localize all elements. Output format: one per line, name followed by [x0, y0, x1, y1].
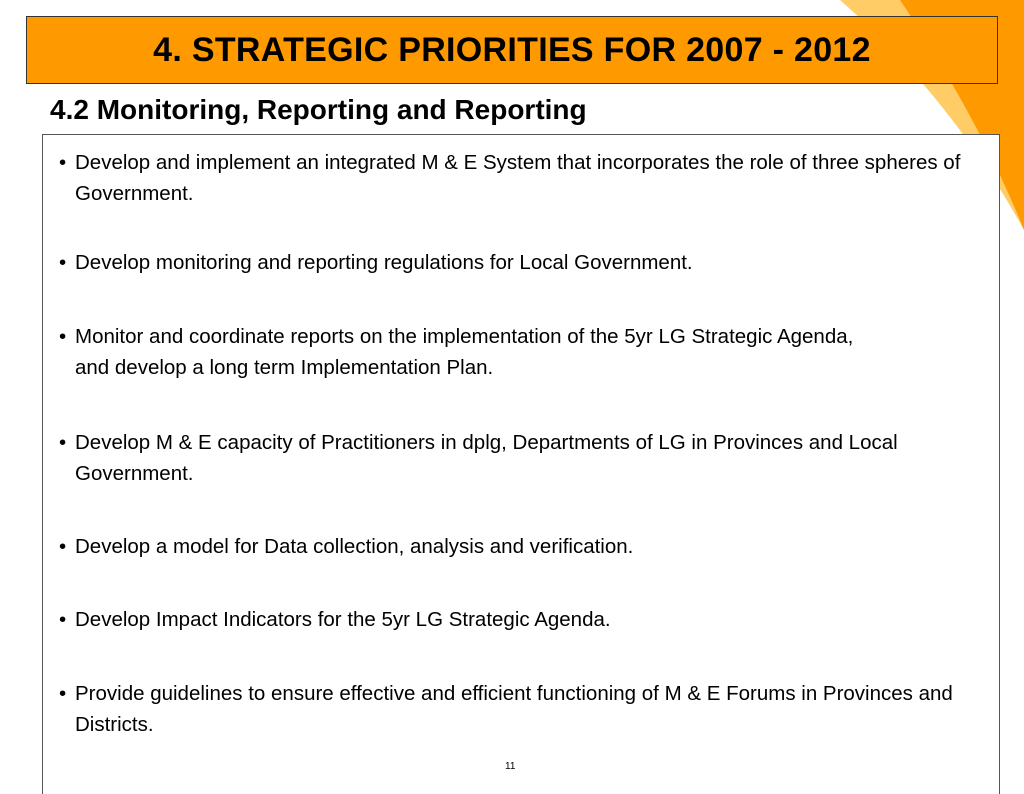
section-subtitle: 4.2 Monitoring, Reporting and Reporting [50, 94, 587, 125]
bullet-text: Monitor and coordinate reports on the implementation of the 5yr LG Strategic Agenda, and develop a long term Implementation Plan. [75, 325, 854, 379]
bullet-item [59, 678, 989, 740]
bullet-item [59, 247, 989, 278]
bullet-item [59, 427, 989, 489]
bullet-text: Develop M & E capacity of Practitioners in dplg, Departments of LG in Provinces and Local Government. [75, 431, 898, 485]
bullet-dot: • [59, 325, 67, 348]
bullet-text: Develop a model for Data collection, analysis and verification. [75, 535, 634, 558]
bullet-text: Provide guidelines to ensure effective and efficient functioning of M & E Forums in Provinces and Districts. [75, 682, 953, 736]
bullet-item [59, 604, 989, 635]
bullet-dot: • [59, 431, 67, 454]
bullet-content-box [42, 134, 1000, 794]
bullet-text: Develop Impact Indicators for the 5yr LG Strategic Agenda. [75, 608, 611, 631]
bullet-dot: • [59, 535, 67, 558]
bullet-item [59, 531, 989, 562]
bullet-dot: • [59, 251, 67, 274]
bullet-dot: • [59, 151, 67, 174]
bullet-dot: • [59, 608, 67, 631]
bullet-item [59, 321, 989, 383]
bullet-dot: • [59, 682, 67, 705]
slide-title [26, 16, 998, 84]
bullet-text: Develop and implement an integrated M & E System that incorporates the role of three spheres of Government. [75, 151, 961, 205]
bullet-item [59, 147, 989, 209]
bullet-text: Develop monitoring and reporting regulations for Local Government. [75, 251, 693, 274]
slide-title-text: 4. STRATEGIC PRIORITIES FOR 2007 - 2012 [153, 30, 871, 69]
page-number: 11 [505, 761, 516, 772]
